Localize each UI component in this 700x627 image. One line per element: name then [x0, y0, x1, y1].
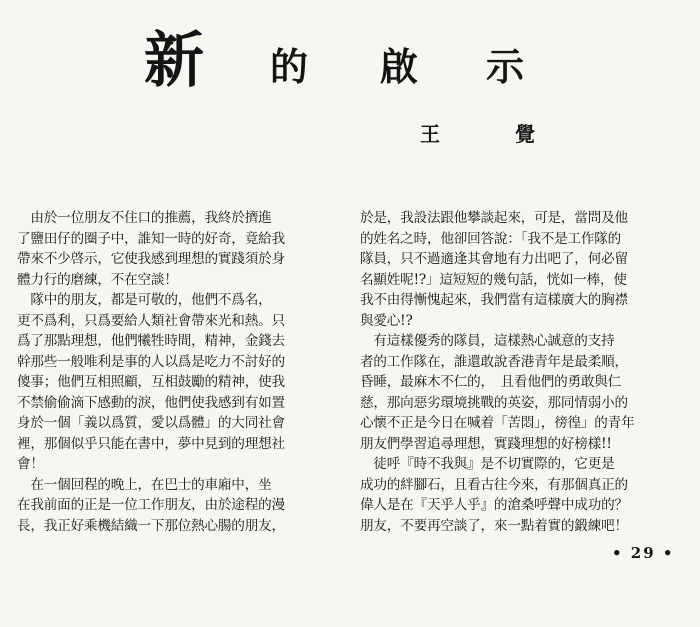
text-line: 傻事；他們互相照顧，互相鼓勵的精神，使我 — [17, 374, 285, 390]
title-char-4: 示 — [486, 44, 525, 89]
text-line: 在我前面的正是一位工作朋友，由於途程的漫 — [17, 497, 285, 513]
text-line: 朋友，不要再空談了，來一點着實的鍛練吧！ — [360, 517, 628, 534]
text-line: 爲了那點理想，他們犧牲時間，精神，金錢去 — [17, 333, 285, 349]
text-line: 身於一個「義以爲質，愛以爲體」的大同社會 — [17, 415, 285, 431]
text-line: 者的工作隊在，誰還敢說香港青年是最柔順， — [360, 353, 628, 370]
text-line: 由於一位朋友不住口的推薦，我終於擠進 — [17, 210, 272, 226]
text-line: 名顯姓呢!?」這短短的幾句話，恍如一棒，使 — [360, 271, 627, 288]
text-line: 長，我正好乘機結織一下那位熱心腸的朋友， — [17, 517, 285, 534]
text-line: 幹那些一般唯利是事的人以爲是吃力不討好的 — [17, 353, 285, 370]
text-line: 有這樣優秀的隊員，這樣熱心誠意的支持 — [360, 333, 615, 349]
text-line: 心懷不正是今日在喊着「苦悶」，徬徨」的青年 — [360, 415, 635, 431]
right-column — [360, 208, 680, 536]
page-number: • 29 • — [612, 544, 675, 562]
text-line: 了鹽田仔的圈子中，誰知一時的好奇，竟給我 — [17, 230, 285, 247]
text-line: 隊員，只不過適逢其會地有力出吧了，何必留 — [360, 251, 628, 267]
text-line: 與愛心!? — [360, 312, 413, 329]
text-line: 昏睡，最麻木不仁的， 且看他們的勇敢與仁 — [360, 374, 622, 390]
text-line: 的姓名之時，他卻回答說：「我不是工作隊的 — [360, 230, 622, 247]
text-line: 帶來不少啓示，它使我感到理想的實踐須於身 — [17, 251, 285, 267]
title-char-1: 新 — [144, 26, 204, 96]
text-line: 徒呼『時不我與』是不切實際的，它更是 — [360, 456, 615, 472]
title-char-3: 啟 — [380, 44, 419, 89]
text-line: 朋友們學習追尋理想，實踐理想的好榜樣!! — [360, 435, 612, 452]
title-char-2: 的 — [270, 44, 309, 89]
text-line: 裡，那個似乎只能在書中，夢中見到的理想社 — [17, 435, 285, 452]
text-line: 會！ — [17, 456, 44, 472]
text-line: 於是，我設法跟他攀談起來，可是，當問及他 — [360, 210, 628, 226]
text-line: 更不爲利，只爲要給人類社會帶來光和熱。只 — [17, 312, 285, 329]
author-name: 王 覺 — [420, 122, 569, 146]
text-line: 隊中的朋友，都是可敬的，他們不爲名， — [17, 292, 272, 308]
text-line: 我不由得慚愧起來，我們當有這樣廣大的胸襟 — [360, 292, 628, 308]
text-line: 體力行的磨練，不在空談！ — [17, 271, 178, 288]
text-line: 不禁偷偷滴下感動的淚，他們使我感到有如置 — [17, 394, 285, 411]
text-line: 偉人是在『天乎人乎』的滄桑呼聲中成功的？ — [360, 497, 628, 513]
left-column — [17, 208, 329, 536]
text-line: 在一個回程的晚上，在巴士的車廂中，坐 — [17, 476, 272, 493]
text-line: 慈，那向惡劣環境挑戰的英姿，那同情弱小的 — [360, 394, 628, 411]
article-title — [0, 26, 700, 96]
text-line: 成功的絆腳石，且看古往今來，有那個真正的 — [360, 476, 628, 493]
